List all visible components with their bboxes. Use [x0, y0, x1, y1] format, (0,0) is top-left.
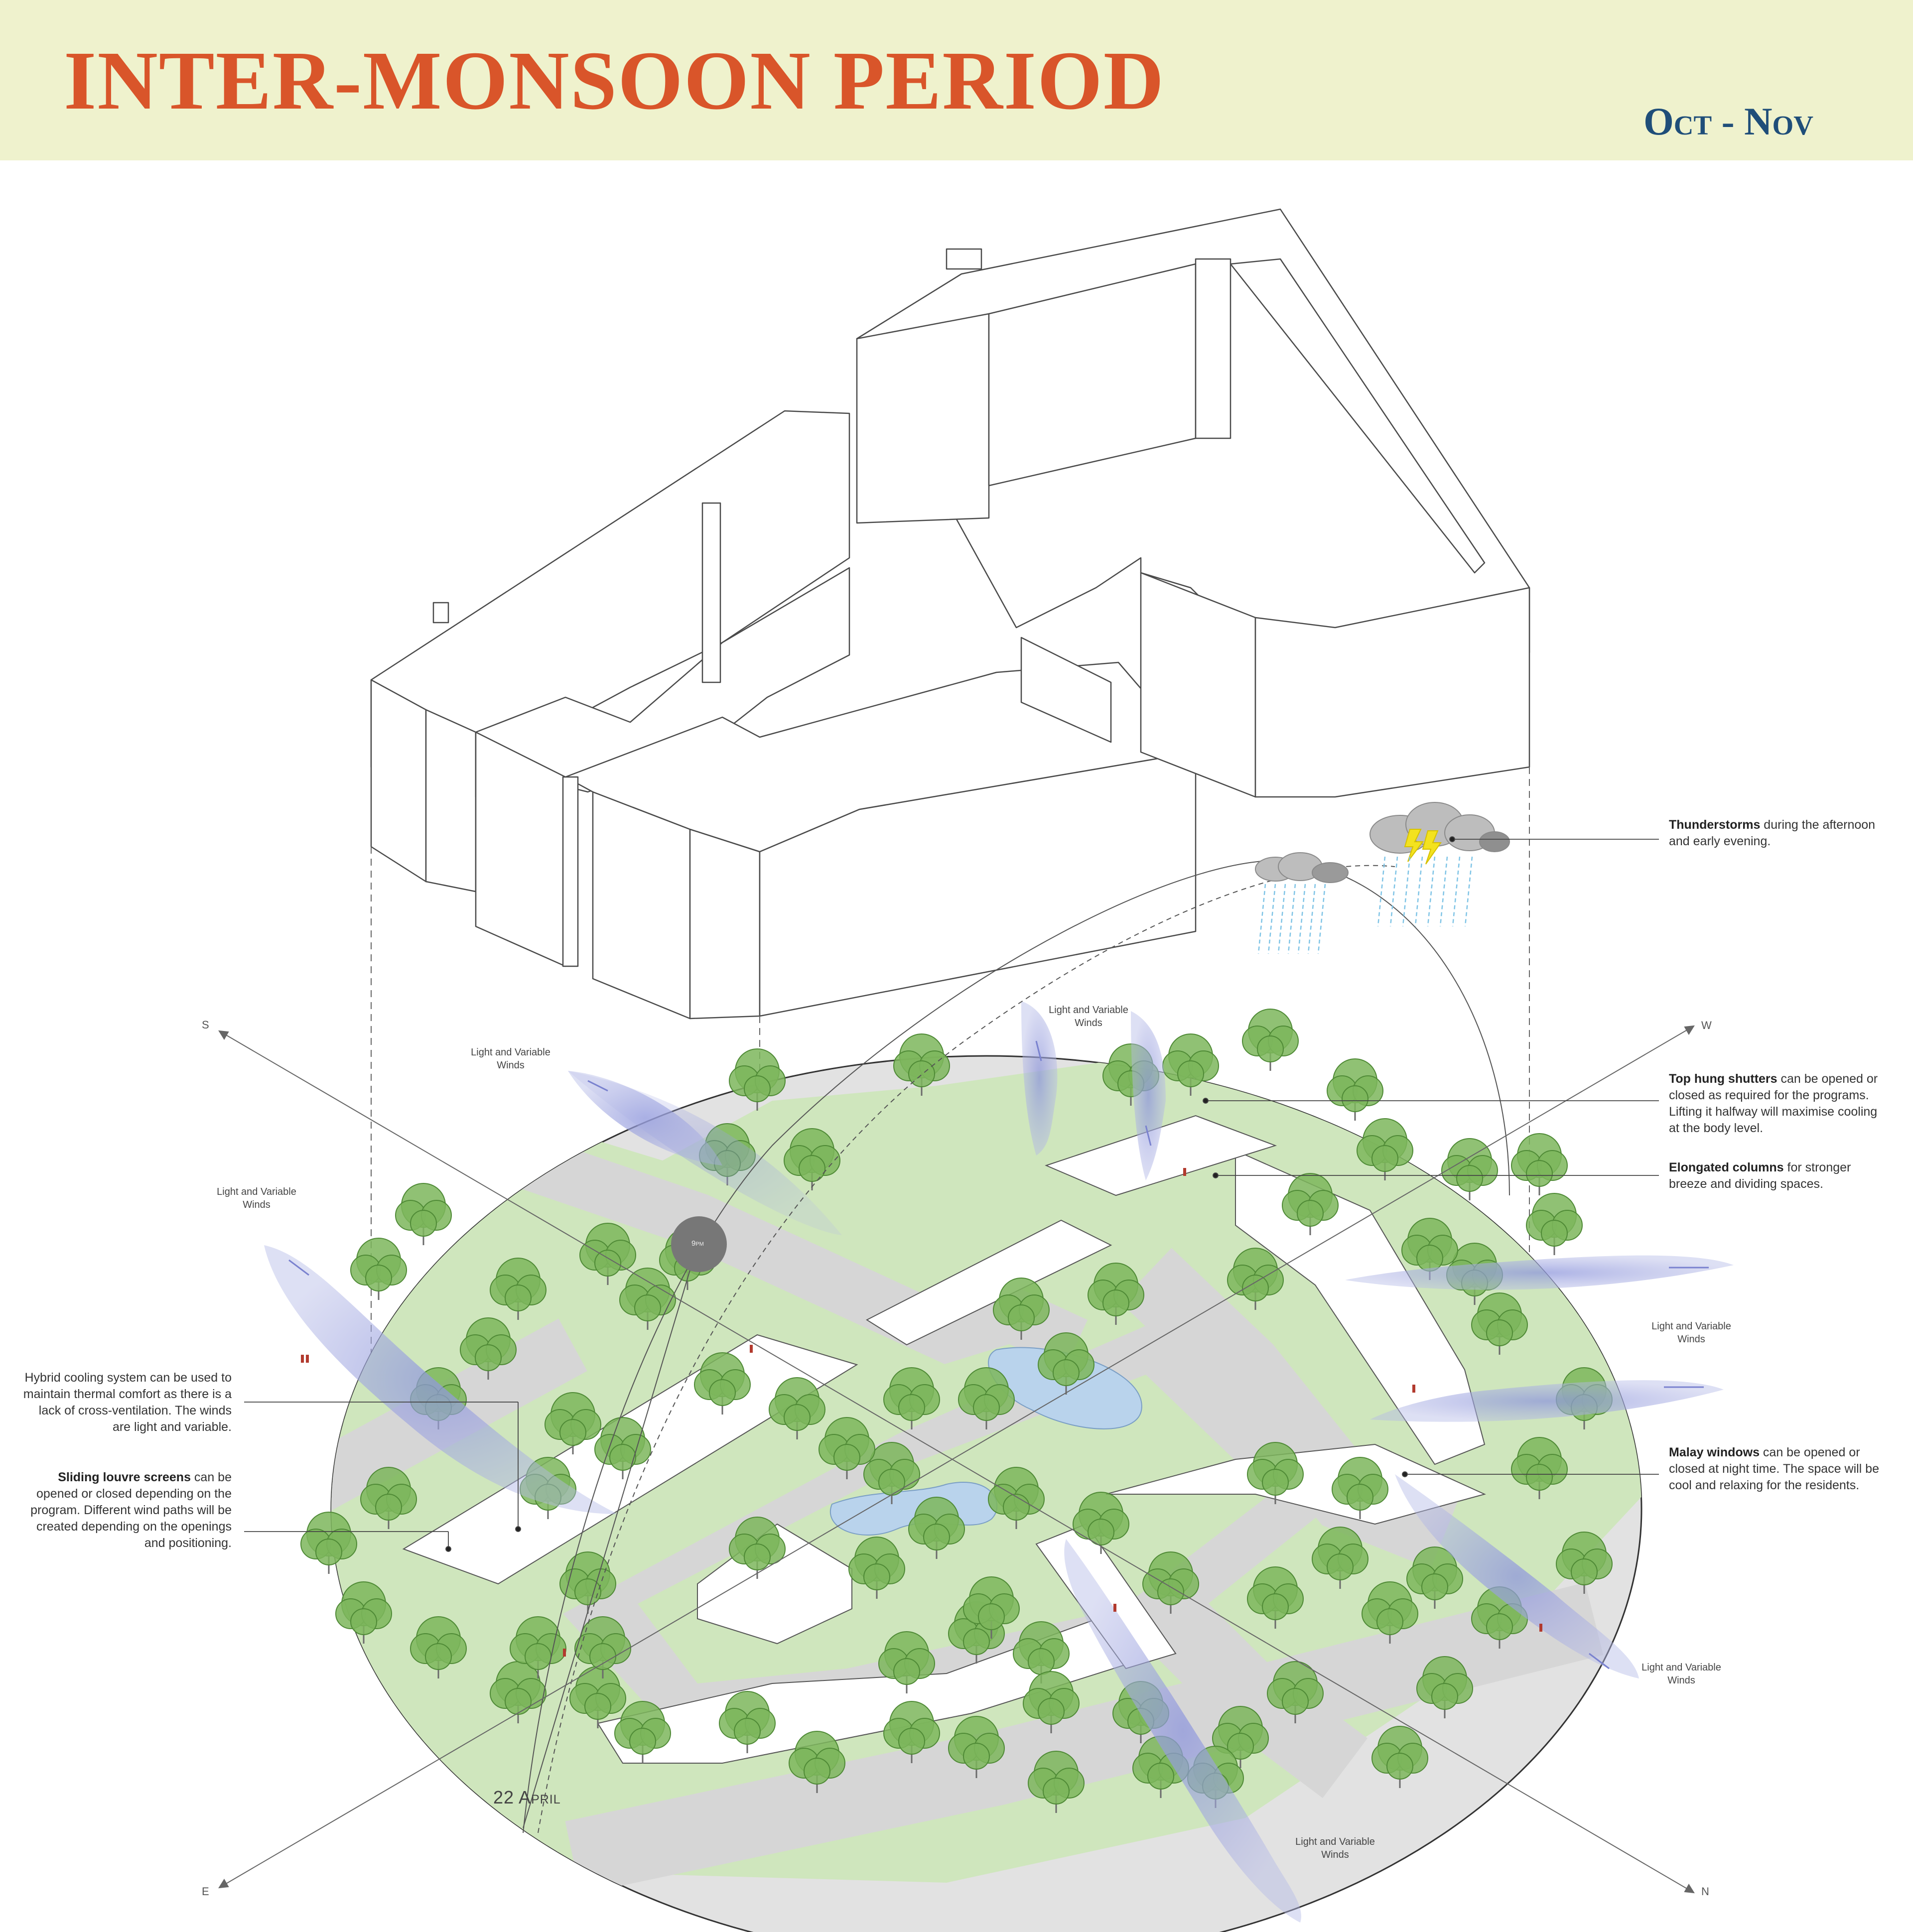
tree-canopy: [351, 1609, 377, 1635]
note-top-hung-shutters-title: Top hung shutters: [1669, 1072, 1777, 1086]
wind-label: Light and Variable Winds: [1641, 1662, 1721, 1686]
tree-canopy: [834, 1444, 860, 1470]
tree-canopy: [1262, 1469, 1288, 1495]
note-top-hung-shutters-text: can be opened or closed as required for the programs. Lifting it halfway will maximise cooling at the body level.: [1669, 1072, 1878, 1135]
tree-canopy: [610, 1444, 636, 1470]
rain-streak: [1268, 884, 1275, 954]
tree-canopy: [316, 1539, 342, 1565]
tree-canopy: [560, 1419, 586, 1445]
tree-canopy: [525, 1644, 551, 1670]
rain-streak: [1390, 857, 1397, 926]
tree-canopy: [1541, 1220, 1567, 1246]
rain-streak: [1415, 857, 1422, 926]
building-massing: [371, 209, 1529, 1019]
tree-canopy: [963, 1629, 989, 1655]
tree-canopy: [734, 1718, 760, 1744]
tree-canopy: [1282, 1688, 1308, 1714]
rain-streak: [1258, 884, 1265, 954]
note-hybrid-cooling: [20, 1370, 232, 1435]
compass-north: N: [1701, 1885, 1709, 1898]
tree-canopy: [784, 1405, 810, 1430]
period-label: Oct - Nov: [1643, 100, 1813, 143]
rain-streak: [1403, 857, 1410, 926]
note-thunderstorms-title: Thunderstorms: [1669, 818, 1761, 832]
tree-canopy: [1342, 1086, 1368, 1112]
tree-canopy: [1571, 1559, 1597, 1585]
page-title: INTER-MONSOON PERIOD: [64, 34, 1165, 127]
tree-canopy: [1387, 1753, 1413, 1779]
tree-canopy: [799, 1156, 825, 1181]
note-elongated-columns: [1669, 1159, 1883, 1192]
note-malay-windows-text: can be opened or closed at night time. The space will be cool and relaxing for the residents.: [1669, 1445, 1879, 1492]
tree-canopy: [1148, 1763, 1174, 1789]
tree-canopy: [1043, 1778, 1069, 1804]
note-elongated-columns-text: for stronger breeze and dividing spaces.: [1669, 1160, 1851, 1191]
wind-label: Light and Variable Winds: [1651, 1321, 1731, 1345]
tree-canopy: [1457, 1165, 1483, 1191]
rain-streak: [1288, 884, 1295, 954]
massing-right-upper-face: [857, 314, 989, 523]
tree-canopy: [1327, 1554, 1353, 1580]
rain-streak: [1318, 884, 1325, 954]
tree-canopy: [505, 1688, 531, 1714]
tree-canopy: [1178, 1061, 1204, 1087]
wind-label: Light and Variable Winds: [471, 1047, 550, 1071]
rain-streak: [1440, 857, 1447, 926]
rain-streak: [1428, 857, 1435, 926]
tree-canopy: [630, 1728, 656, 1754]
rain-streak: [1298, 884, 1305, 954]
rain-streak: [1378, 857, 1385, 926]
tree-canopy: [635, 1295, 661, 1321]
tree-canopy: [963, 1743, 989, 1769]
note-sliding-louvre-title: Sliding louvre screens: [58, 1470, 191, 1484]
tree-canopy: [744, 1076, 770, 1102]
note-sliding-louvre: [20, 1469, 232, 1551]
tree-canopy: [1526, 1464, 1552, 1490]
tree-canopy: [366, 1265, 392, 1291]
note-hybrid-cooling-text: Hybrid cooling system can be used to maintain thermal comfort as there is a lack of cross-ventilation. The winds are light and variable.: [23, 1371, 232, 1434]
tree-canopy: [864, 1564, 890, 1590]
tree-canopy: [425, 1644, 451, 1670]
tree-canopy: [1103, 1290, 1129, 1316]
massing-left-wing-top: [371, 411, 849, 767]
rain-streak: [1465, 857, 1472, 926]
note-sliding-louvre-text: can be opened or closed depending on the program. Different wind paths will be created depending on the openings and positioning.: [30, 1470, 232, 1550]
compass-west: W: [1701, 1019, 1712, 1031]
note-thunderstorms: [1669, 817, 1883, 850]
tree-canopy: [1422, 1574, 1448, 1600]
tree-canopy: [585, 1693, 611, 1719]
tree-canopy: [505, 1285, 531, 1311]
tree-canopy: [1347, 1484, 1373, 1510]
compass-east: E: [202, 1885, 209, 1898]
wind-label: Light and Variable Winds: [1049, 1005, 1128, 1029]
massing-left-wing-side: [426, 710, 476, 892]
tree-canopy: [590, 1644, 616, 1670]
tree-canopy: [709, 1380, 735, 1406]
sun-time-label: 9pm: [691, 1239, 704, 1248]
tree-canopy: [973, 1395, 999, 1420]
tree-canopy: [1487, 1320, 1512, 1346]
massing-front-face: [593, 792, 690, 1019]
note-thunderstorms-text: during the afternoon and early evening.: [1669, 818, 1876, 848]
tree-canopy: [1262, 1594, 1288, 1620]
tree-canopy: [894, 1659, 920, 1684]
tree-canopy: [1372, 1146, 1398, 1171]
tree-canopy: [1432, 1683, 1458, 1709]
tree-canopy: [1297, 1200, 1323, 1226]
compass-south: S: [202, 1019, 209, 1031]
tree-canopy: [475, 1345, 501, 1371]
tree-canopy: [1377, 1609, 1403, 1635]
note-malay-windows: [1669, 1444, 1883, 1494]
rain-streak: [1308, 884, 1315, 954]
tree-canopy: [804, 1758, 830, 1784]
massing-front-right: [690, 829, 760, 1019]
tree-canopy: [744, 1544, 770, 1570]
tree-canopy: [899, 1395, 925, 1420]
tree-canopy: [1526, 1160, 1552, 1186]
tree-canopy: [1053, 1360, 1079, 1386]
tree-canopy: [1038, 1698, 1064, 1724]
note-elongated-columns-title: Elongated columns: [1669, 1160, 1784, 1174]
tree-canopy: [1487, 1614, 1512, 1640]
tree-canopy: [899, 1728, 925, 1754]
tree-canopy: [410, 1210, 436, 1236]
storm-cloud: [1255, 802, 1509, 883]
wind-label: Light and Variable Winds: [1295, 1836, 1375, 1860]
tree-canopy: [924, 1524, 950, 1550]
tree-canopy: [1257, 1036, 1283, 1062]
massing-left-wing-face: [371, 680, 426, 882]
tree-canopy: [1008, 1305, 1034, 1331]
wind-label: Light and Variable Winds: [217, 1186, 296, 1210]
rain-streak: [1453, 857, 1460, 926]
tree-canopy: [376, 1494, 402, 1520]
date-label: 22 April: [493, 1787, 561, 1807]
tree-canopy: [879, 1469, 905, 1495]
tree-canopy: [1003, 1494, 1029, 1520]
note-malay-windows-title: Malay windows: [1669, 1445, 1760, 1459]
tree-canopy: [1028, 1649, 1054, 1674]
rain-streak: [1278, 884, 1285, 954]
note-top-hung-shutters: [1669, 1071, 1883, 1137]
tree-canopy: [978, 1604, 1004, 1630]
